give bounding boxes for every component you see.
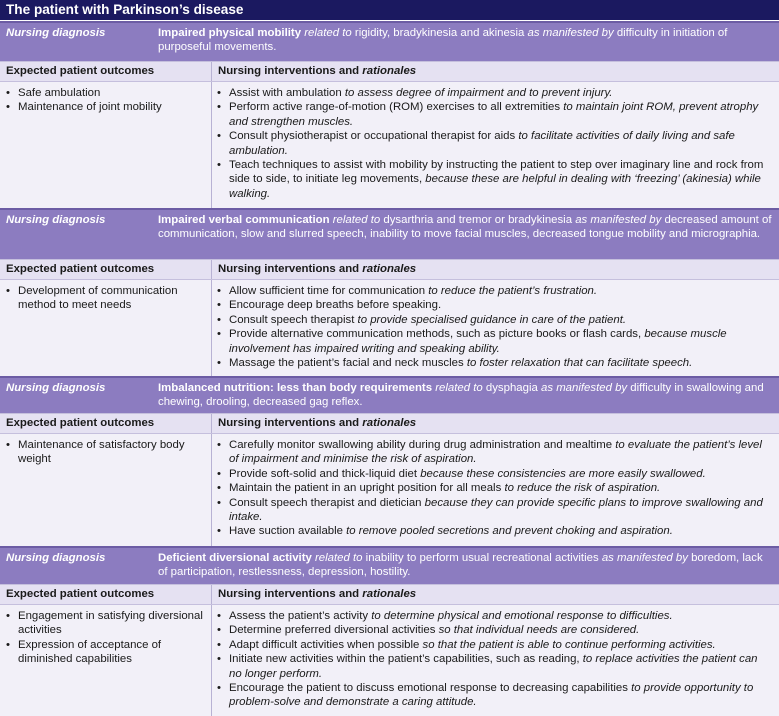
- diagnosis-text-part: inability to perform usual recreational activities: [362, 552, 602, 564]
- diagnosis-text-part: as manifested by: [601, 552, 688, 564]
- intervention-text: Consult speech therapist: [229, 313, 358, 326]
- intervention-item: [217, 86, 773, 100]
- diagnosis-text-part: as manifested by: [527, 27, 614, 39]
- rationales-header-text: rationales: [362, 417, 417, 429]
- intervention-item: [217, 524, 773, 538]
- diagnosis-text-part: related to: [435, 382, 483, 394]
- interventions-header: [218, 416, 416, 430]
- outcomes-list: [6, 284, 204, 313]
- interventions-list: [217, 86, 773, 201]
- intervention-rationale: to provide opportunity to problem-solve and demonstrate a caring attitude.: [229, 682, 754, 709]
- intervention-item: [217, 496, 773, 525]
- outcome-item: • Maintenance of satisfactory body weight: [6, 438, 204, 467]
- intervention-rationale: because these are helpful in dealing with ‘freezing’ (akinesia) while walking.: [229, 173, 761, 200]
- column-header-row: [0, 61, 779, 81]
- interventions-header: [218, 262, 416, 276]
- diagnosis-text-part: related to: [315, 552, 363, 564]
- intervention-text: Maintain the patient in an upright position for all meals: [229, 482, 505, 495]
- expected-outcomes-header: Expected patient outcomes: [6, 263, 155, 275]
- interventions-list: [217, 609, 773, 710]
- intervention-item: [217, 313, 773, 327]
- outcome-item: • Expression of acceptance of diminished capabilities: [6, 638, 204, 667]
- diagnosis-text-part: related to: [332, 214, 381, 226]
- column-header-row: [0, 584, 779, 604]
- intervention-item: [217, 158, 773, 201]
- diagnosis-text: [158, 381, 772, 410]
- intervention-rationale: to determine physical and emotional response to difficulties.: [371, 610, 673, 622]
- content-row: [0, 604, 779, 716]
- intervention-item: [217, 652, 773, 681]
- table-title: The patient with Parkinson’s disease: [0, 0, 779, 20]
- outcomes-list: [6, 86, 204, 115]
- diagnosis-text: [158, 213, 772, 242]
- intervention-text: Provide alternative communication methods, such as picture books or flash cards,: [229, 328, 645, 341]
- intervention-item: [217, 327, 773, 356]
- intervention-rationale: because muscle involvement has impaired writing and speaking ability.: [229, 328, 727, 355]
- intervention-text: Initiate new activities within the patient’s capabilities, such as reading,: [229, 653, 583, 666]
- intervention-item: [217, 623, 773, 637]
- column-divider: [211, 62, 212, 81]
- intervention-text: Assess the patient’s activity: [229, 610, 372, 622]
- rationales-header-text: rationales: [362, 263, 417, 275]
- intervention-item: [217, 481, 773, 495]
- column-divider: [211, 260, 212, 279]
- intervention-item: [217, 298, 773, 312]
- rationales-header-text: rationales: [362, 65, 417, 77]
- intervention-item: [217, 284, 773, 298]
- diagnosis-text-part: rigidity, bradykinesia and akinesia: [351, 27, 528, 39]
- column-divider: [211, 414, 212, 433]
- intervention-text: Massage the patient’s facial and neck muscles: [229, 357, 467, 370]
- intervention-rationale: so that the patient is able to continue performing activities.: [422, 638, 716, 651]
- column-divider: [211, 280, 212, 376]
- diagnosis-text-part: Deficient diversional activity: [158, 552, 312, 564]
- intervention-text: Encourage the patient to discuss emotional response to decreasing capabilities: [229, 682, 632, 695]
- intervention-text: Encourage deep breaths before speaking.: [229, 299, 442, 312]
- content-row: [0, 81, 779, 208]
- diagnosis-row: [0, 21, 779, 61]
- diagnosis-row: [0, 208, 779, 259]
- outcome-item: • Engagement in satisfying diversional activities: [6, 609, 204, 638]
- intervention-text: Determine preferred diversional activities: [229, 624, 439, 637]
- diagnosis-label: Nursing diagnosis: [6, 382, 106, 394]
- intervention-text: Assist with ambulation: [229, 87, 345, 99]
- column-divider: [211, 434, 212, 546]
- intervention-rationale: to assess degree of impairment and to prevent injury.: [344, 87, 613, 99]
- outcomes-list: [6, 438, 204, 467]
- intervention-rationale: to foster relaxation that can facilitate speech.: [466, 357, 693, 370]
- diagnosis-text-part: as manifested by: [575, 214, 662, 226]
- intervention-text: Carefully monitor swallowing ability during drug administration and mealtime: [229, 439, 616, 451]
- intervention-item: [217, 609, 773, 623]
- intervention-rationale: so that individual needs are considered.: [438, 624, 640, 637]
- diagnosis-text-part: boredom, lack of participation, restlessness, depression, hostility.: [158, 552, 763, 579]
- interventions-list: [217, 438, 773, 539]
- outcome-item: • Safe ambulation: [6, 86, 204, 100]
- intervention-item: [217, 129, 773, 158]
- intervention-text: Teach techniques to assist with mobility by instructing the patient to step over imaginary line and rock from side to side, to initiate leg movements,: [229, 159, 764, 186]
- intervention-rationale: to reduce the risk of aspiration.: [504, 482, 661, 495]
- diagnosis-row: [0, 546, 779, 584]
- diagnosis-row: [0, 376, 779, 413]
- interventions-list: [217, 284, 773, 370]
- column-header-row: [0, 413, 779, 433]
- intervention-item: [217, 467, 773, 481]
- diagnosis-label: Nursing diagnosis: [6, 552, 106, 564]
- intervention-item: [217, 356, 773, 370]
- diagnosis-text-part: difficulty in swallowing and chewing, drooling, decreased gag reflex.: [158, 382, 764, 409]
- intervention-text: Consult speech therapist and dietician: [229, 496, 425, 509]
- expected-outcomes-header: Expected patient outcomes: [6, 65, 155, 77]
- diagnosis-text-part: as manifested by: [541, 382, 628, 394]
- diagnosis-text-part: decreased amount of communication, slow and slurred speech, inability to move facial muscles, decreased tongue mobility and micrographia.: [158, 214, 772, 241]
- content-row: [0, 279, 779, 376]
- diagnosis-text-part: dysarthria and tremor or bradykinesia: [380, 214, 576, 226]
- intervention-rationale: to evaluate the patient’s level of impairment and minimise the risk of aspiration.: [229, 439, 762, 466]
- column-divider: [211, 585, 212, 604]
- intervention-text: Perform active range-of-motion (ROM) exercises to all extremities: [229, 101, 564, 114]
- interventions-header-text: Nursing interventions and: [218, 588, 363, 600]
- intervention-rationale: because they can provide specific plans to improve swallowing and intake.: [229, 496, 763, 524]
- interventions-header-text: Nursing interventions and: [218, 65, 363, 77]
- intervention-text: Adapt difficult activities when possible: [229, 638, 423, 651]
- diagnosis-text: [158, 26, 772, 55]
- intervention-item: [217, 681, 773, 710]
- diagnosis-text-part: difficulty in initiation of purposeful movements.: [158, 27, 728, 54]
- outcome-item: • Maintenance of joint mobility: [6, 100, 204, 114]
- diagnosis-text-part: Imbalanced nutrition: less than body requirements: [158, 382, 433, 394]
- diagnosis-text-part: related to: [304, 27, 352, 39]
- diagnosis-text-part: dysphagia: [482, 382, 541, 394]
- diagnosis-label: Nursing diagnosis: [6, 27, 106, 39]
- intervention-text: Allow sufficient time for communication: [229, 285, 429, 297]
- intervention-item: [217, 100, 773, 129]
- diagnosis-text: [158, 551, 772, 580]
- column-divider: [211, 605, 212, 716]
- intervention-rationale: because these consistencies are more easily swallowed.: [420, 467, 706, 480]
- intervention-rationale: to facilitate activities of daily living and safe ambulation.: [229, 130, 735, 157]
- outcome-item: • Development of communication method to meet needs: [6, 284, 204, 313]
- diagnosis-text-part: Impaired physical mobility: [158, 27, 302, 39]
- intervention-text: Consult physiotherapist or occupational therapist for aids: [229, 130, 519, 143]
- intervention-rationale: to provide specialised guidance in care of the patient.: [357, 313, 627, 326]
- intervention-rationale: to remove pooled secretions and prevent choking and aspiration.: [346, 525, 673, 538]
- interventions-header: [218, 64, 416, 78]
- diagnosis-text-part: Impaired verbal communication: [158, 214, 330, 226]
- intervention-text: Provide soft-solid and thick-liquid diet: [229, 467, 421, 480]
- interventions-header: [218, 587, 416, 601]
- diagnosis-label: Nursing diagnosis: [6, 214, 106, 226]
- content-row: [0, 433, 779, 546]
- intervention-item: [217, 438, 773, 467]
- intervention-rationale: to maintain joint ROM, prevent atrophy and strengthen muscles.: [229, 101, 759, 128]
- expected-outcomes-header: Expected patient outcomes: [6, 588, 155, 600]
- interventions-header-text: Nursing interventions and: [218, 263, 363, 275]
- intervention-rationale: to reduce the patient’s frustration.: [428, 285, 598, 297]
- rationales-header-text: rationales: [362, 588, 417, 600]
- intervention-text: Have suction available: [229, 525, 347, 538]
- intervention-rationale: to replace activities the patient can no longer perform.: [229, 653, 758, 680]
- column-divider: [211, 82, 212, 208]
- column-header-row: [0, 259, 779, 279]
- outcomes-list: [6, 609, 204, 667]
- intervention-item: [217, 638, 773, 652]
- interventions-header-text: Nursing interventions and: [218, 417, 363, 429]
- expected-outcomes-header: Expected patient outcomes: [6, 417, 155, 429]
